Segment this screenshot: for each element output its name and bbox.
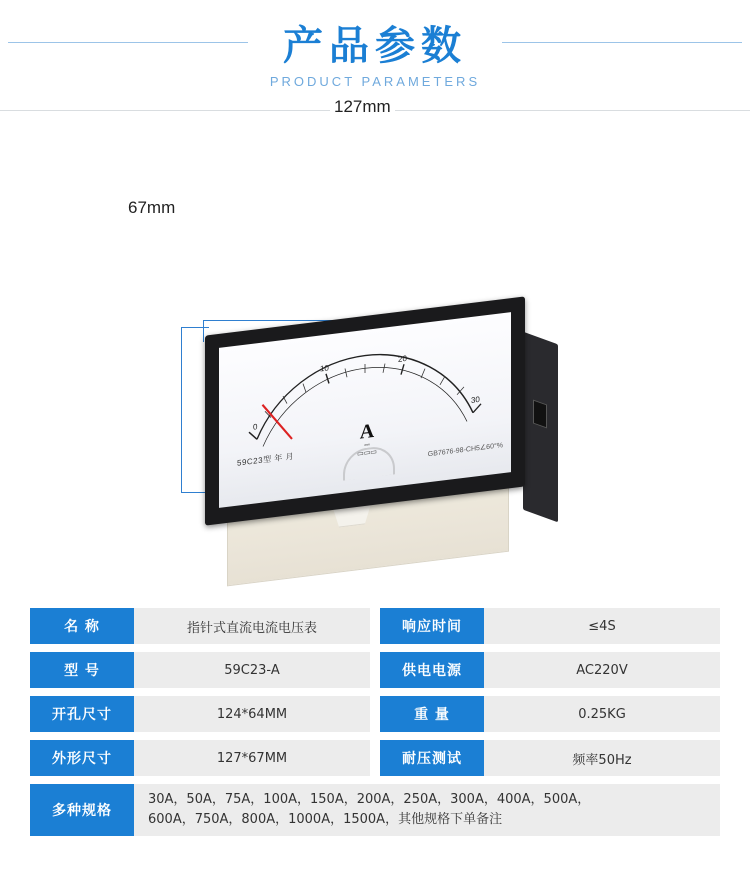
- spec-value-weight: 0.25KG: [484, 696, 720, 732]
- spec-pair-name: [30, 608, 370, 644]
- page-header: [0, 0, 750, 111]
- spec-label-name: 名 称: [30, 608, 134, 644]
- panel-meter-illustration: [175, 306, 565, 596]
- spec-pair-response-time: [380, 608, 720, 644]
- specifications-table: [30, 608, 720, 844]
- spec-value-power-supply: AC220V: [484, 652, 720, 688]
- table-row: [30, 652, 720, 688]
- spec-label-withstand-voltage: 耐压测试: [380, 740, 484, 776]
- spec-pair-weight: [380, 696, 720, 732]
- spec-label-variants: 多种规格: [30, 784, 134, 836]
- variants-line-1: 30A，50A，75A，100A，150A，200A，250A，300A，400A，500A，: [148, 792, 591, 807]
- spec-label-weight: 重 量: [380, 696, 484, 732]
- meter-side-terminal: [533, 399, 547, 428]
- spec-value-outline-size: 127*67MM: [134, 740, 370, 776]
- height-dimension-label: 67mm: [124, 198, 179, 218]
- spec-pair-withstand-voltage: [380, 740, 720, 776]
- spec-pair-outline-size: [30, 740, 370, 776]
- spec-pair-variants: [30, 784, 720, 836]
- header-divider-left: [8, 42, 248, 43]
- table-row: [30, 608, 720, 644]
- width-dimension-label: 127mm: [330, 97, 395, 117]
- svg-text:0: 0: [253, 422, 258, 432]
- spec-label-cutout-size: 开孔尺寸: [30, 696, 134, 732]
- table-row: [30, 740, 720, 776]
- meter-unit-symbol: A: [359, 419, 375, 444]
- spec-value-model: 59C23-A: [134, 652, 370, 688]
- spec-label-outline-size: 外形尺寸: [30, 740, 134, 776]
- spec-label-response-time: 响应时间: [380, 608, 484, 644]
- page-subtitle: PRODUCT PARAMETERS: [269, 73, 481, 89]
- meter-model-text: 59C23型 年 月: [237, 451, 295, 468]
- spec-value-response-time: ≤4S: [484, 608, 720, 644]
- spec-value-cutout-size: 124*64MM: [134, 696, 370, 732]
- svg-text:30: 30: [471, 394, 480, 405]
- table-row: [30, 696, 720, 732]
- spec-label-model: 型 号: [30, 652, 134, 688]
- spec-pair-power-supply: [380, 652, 720, 688]
- spec-value-name: 指针式直流电流电压表: [134, 608, 370, 644]
- meter-standard-text: GB7676-98-CH5∠60°%: [427, 442, 503, 459]
- page-title: 产品参数: [283, 22, 467, 69]
- spec-value-withstand-voltage: 频率50Hz: [484, 740, 720, 776]
- header-divider-right: [502, 42, 742, 43]
- svg-text:10: 10: [320, 363, 329, 374]
- spec-pair-cutout-size: [30, 696, 370, 732]
- spec-pair-model: [30, 652, 370, 688]
- meter-unit-block: [345, 419, 389, 460]
- product-image-area: [0, 97, 750, 601]
- meter-dc-symbol: ⎓: [364, 441, 370, 450]
- svg-text:20: 20: [398, 353, 407, 364]
- spec-label-power-supply: 供电电源: [380, 652, 484, 688]
- meter-side-panel: [523, 332, 558, 523]
- spec-value-variants: [134, 784, 720, 836]
- variants-line-2: 600A，750A，800A，1000A，1500A，其他规格下单备注: [148, 812, 503, 827]
- meter-sub-symbol: ▭▭▭: [357, 448, 377, 458]
- table-row-specifications: [30, 784, 720, 836]
